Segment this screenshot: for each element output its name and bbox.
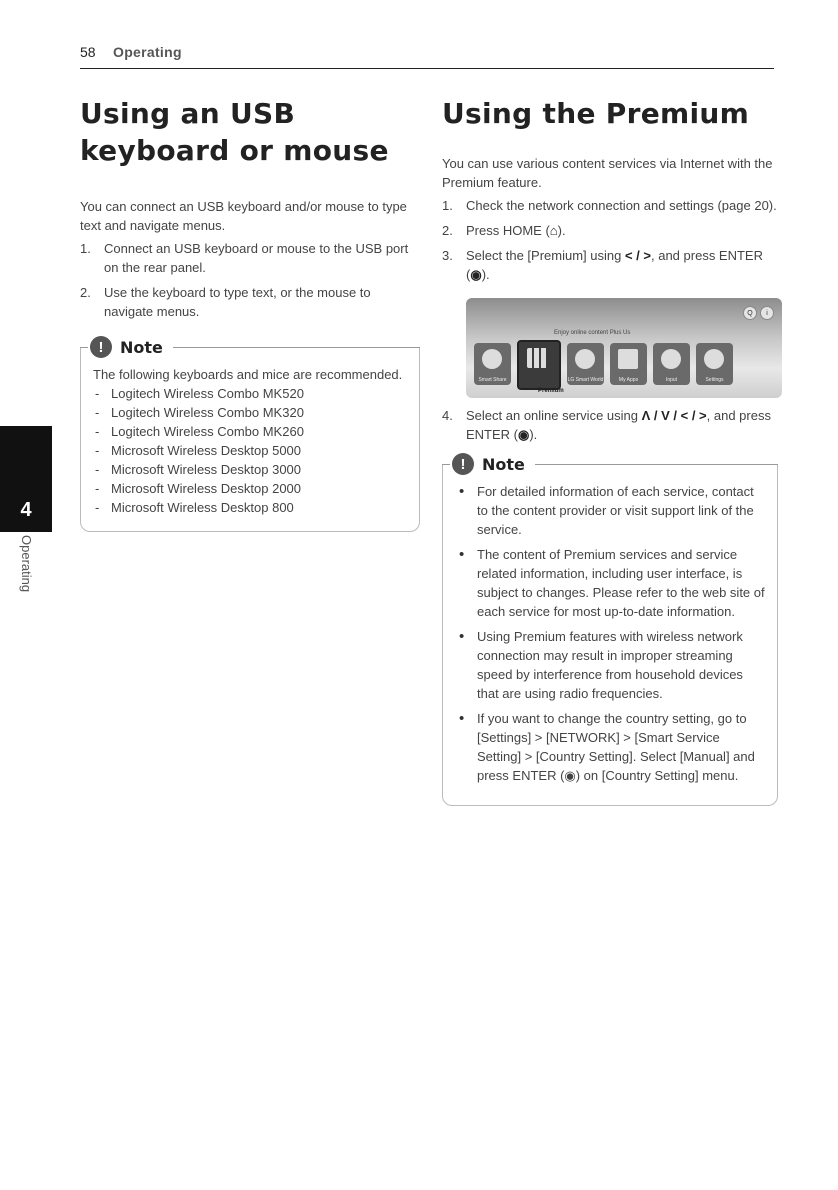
note-title: Note [120, 337, 163, 357]
right-intro: You can use various content services via Internet with the Premium feature. [442, 156, 773, 190]
tile-settings: Settings [696, 343, 733, 385]
right-steps-cont [442, 406, 778, 444]
step-item: 3. Select the [Premium] using < / >, and press ENTER (◉). [442, 248, 763, 282]
section-title: Operating [113, 44, 182, 60]
list-item: • Using Premium features with wireless network connection may result in improper streaming speed by interference from household devices that are using radio frequencies. [455, 627, 765, 703]
page-header [80, 44, 774, 69]
exclamation-icon: ! [452, 453, 474, 475]
left-intro: You can connect an USB keyboard and/or mouse to type text and navigate menus. [80, 199, 407, 233]
tile-smart-share: Smart Share [474, 343, 511, 385]
tile-input: Input [653, 343, 690, 385]
left-heading: Using an USB keyboard or mouse [80, 97, 389, 167]
enter-icon: ◉ [470, 267, 482, 282]
list-item: - Microsoft Wireless Desktop 5000 [93, 441, 407, 460]
tile-premium [517, 340, 561, 390]
list-item: - Microsoft Wireless Desktop 3000 [93, 460, 407, 479]
premium-notes-list [455, 482, 765, 785]
chapter-number: 4 [20, 499, 32, 521]
page-number: 58 [80, 44, 96, 60]
chapter-side-label: Operating [19, 535, 34, 593]
right-heading: Using the Premium [442, 97, 750, 130]
step-item: 1. Check the network connection and settings (page 20). [442, 198, 777, 213]
chapter-tab [0, 426, 52, 532]
list-item: - Logitech Wireless Combo MK520 [93, 384, 407, 403]
step-item: 2. Use the keyboard to type text, or the mouse to navigate menus. [80, 285, 371, 319]
list-item: - Logitech Wireless Combo MK260 [93, 422, 407, 441]
list-item: • For detailed information of each service, contact to the content provider or visit support link of the service. [455, 482, 765, 539]
note-box-premium [442, 452, 778, 806]
arrow-left-right-icon: < / > [624, 248, 651, 263]
list-item: - Microsoft Wireless Desktop 2000 [93, 479, 407, 498]
left-column [80, 95, 420, 532]
enter-icon: ◉ [518, 427, 530, 442]
left-steps [80, 239, 420, 321]
list-item: • If you want to change the country setting, go to [Settings] > [NETWORK] > [Smart Service Setting] > [Country Setting]. Select [Manual] and press ENTER (◉) on [Country Setting] menu. [455, 709, 765, 785]
search-icon: Q [743, 306, 757, 320]
tile-my-apps: My Apps [610, 343, 647, 385]
list-item: - Logitech Wireless Combo MK320 [93, 403, 407, 422]
step-item: 1. Connect an USB keyboard or mouse to the USB port on the rear panel. [80, 241, 409, 275]
tile-lg-smart-world: LG Smart World [567, 343, 604, 385]
selected-label: Premium [538, 388, 564, 394]
right-steps [442, 196, 778, 284]
list-item: • The content of Premium services and service related information, including user interface, is subject to changes. Please refer to the web site of each service for most up-to-date information. [455, 545, 765, 621]
step-item: 2. Press HOME (⌂). [442, 223, 566, 238]
note-intro: The following keyboards and mice are recommended. [93, 367, 403, 382]
premium-menu-screenshot [466, 298, 782, 398]
note-box-keyboards [80, 335, 420, 532]
list-item: - Microsoft Wireless Desktop 800 [93, 498, 407, 517]
step-item: 4. Select an online service using Λ / V / < / >, and press ENTER (◉). [442, 408, 771, 442]
device-list [93, 384, 407, 517]
home-icon: ⌂ [549, 223, 558, 238]
right-column [442, 95, 778, 806]
exclamation-icon: ! [90, 336, 112, 358]
screenshot-hint: Enjoy online content Plus Us [554, 330, 631, 336]
arrow-keys-icon: Λ / V / < / > [641, 408, 707, 423]
info-icon: i [760, 306, 774, 320]
note-title: Note [482, 454, 525, 474]
